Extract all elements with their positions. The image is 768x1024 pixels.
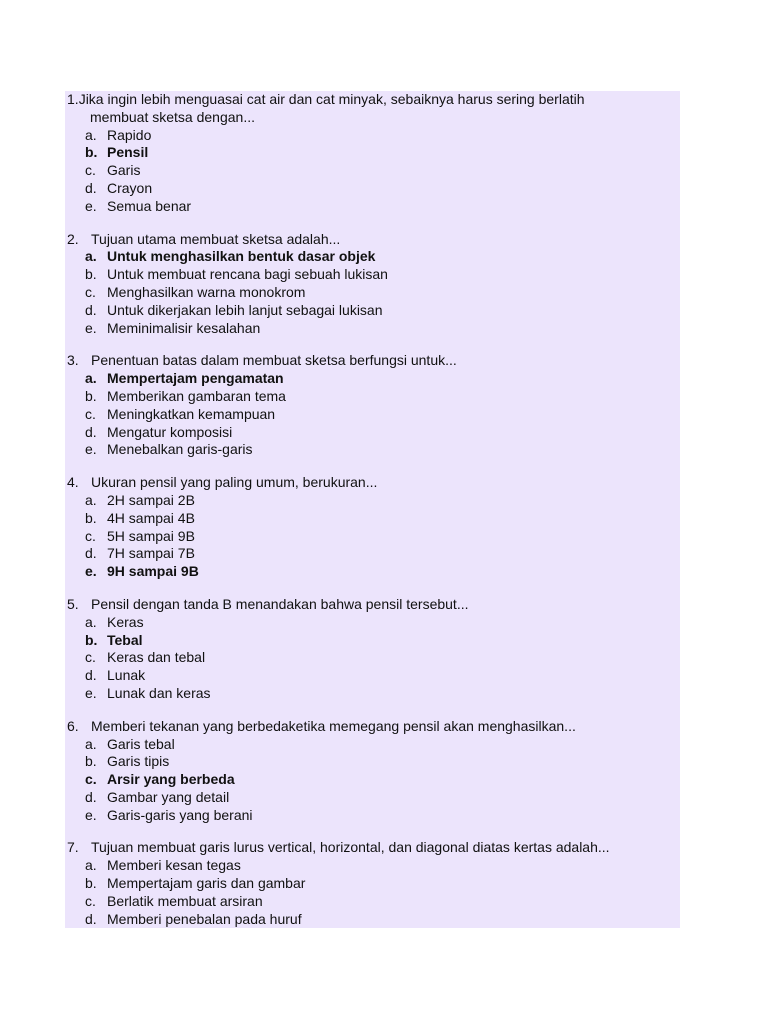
question-block <box>65 596 680 703</box>
option-text: Arsir yang berbeda <box>107 771 235 788</box>
option <box>65 807 680 825</box>
option-letter: b. <box>85 266 97 283</box>
option-text: Garis tipis <box>107 753 170 770</box>
option-text: Lunak <box>107 667 146 684</box>
option-letter: a. <box>85 735 97 752</box>
option-text: Garis <box>107 162 141 179</box>
option <box>65 911 680 929</box>
option-letter: c. <box>85 649 96 666</box>
option-text: Garis-garis yang berani <box>107 806 253 823</box>
option <box>65 198 680 216</box>
option-text: Untuk dikerjakan lebih lanjut sebagai lukisan <box>107 301 383 318</box>
question-header <box>65 231 680 249</box>
option <box>65 667 680 685</box>
option <box>65 266 680 284</box>
option-letter: a. <box>85 857 97 874</box>
option-correct <box>65 370 680 388</box>
option-text: Tebal <box>107 631 143 648</box>
option-letter: e. <box>85 441 97 458</box>
question-text: Tujuan utama membuat sketsa adalah... <box>91 230 341 247</box>
option <box>65 649 680 667</box>
option-letter: c. <box>85 771 97 788</box>
option-letter: d. <box>85 788 97 805</box>
option-text: Rapido <box>107 126 152 143</box>
option-text: 7H sampai 7B <box>107 545 195 562</box>
option <box>65 162 680 180</box>
option <box>65 875 680 893</box>
option-letter: b. <box>85 875 97 892</box>
option-letter: b. <box>85 631 98 648</box>
question-block <box>65 718 680 825</box>
option <box>65 302 680 320</box>
option-letter: b. <box>85 387 97 404</box>
option <box>65 320 680 338</box>
option-text: Gambar yang detail <box>107 788 230 805</box>
question-header <box>65 596 680 614</box>
option-letter: e. <box>85 563 97 580</box>
option-text: Mempertajam garis dan gambar <box>107 875 306 892</box>
option-text: Meminimalisir kesalahan <box>107 319 261 336</box>
option-correct <box>65 632 680 650</box>
option-letter: e. <box>85 197 97 214</box>
option-letter: d. <box>85 545 97 562</box>
option-text: Untuk menghasilkan bentuk dasar objek <box>107 248 376 265</box>
option-text: 9H sampai 9B <box>107 563 199 580</box>
option-letter: e. <box>85 319 97 336</box>
option <box>65 388 680 406</box>
option <box>65 789 680 807</box>
option-text: Memberi penebalan pada huruf <box>107 910 302 927</box>
option-text: Semua benar <box>107 197 192 214</box>
question-block <box>65 474 680 581</box>
option-letter: d. <box>85 179 97 196</box>
question-number: 6. <box>67 717 79 734</box>
document-page <box>65 91 680 928</box>
question-header <box>65 839 680 857</box>
option-text: Memberi kesan tegas <box>107 857 241 874</box>
option-letter: a. <box>85 613 97 630</box>
option <box>65 284 680 302</box>
option <box>65 180 680 198</box>
option-text: Keras <box>107 613 144 630</box>
option-text: Untuk membuat rencana bagi sebuah lukisan <box>107 266 388 283</box>
option-letter: e. <box>85 684 97 701</box>
question-text: Jika ingin lebih menguasai cat air dan cat minyak, sebaiknya harus sering berlatih <box>78 91 585 107</box>
question-text: Pensil dengan tanda B menandakan bahwa pensil tersebut... <box>91 595 469 612</box>
option <box>65 685 680 703</box>
option <box>65 614 680 632</box>
option-text: Mempertajam pengamatan <box>107 370 284 387</box>
option-letter: a. <box>85 248 97 265</box>
option-text: Mengatur komposisi <box>107 423 233 440</box>
question-block <box>65 91 680 216</box>
question-number: 1. <box>67 91 79 107</box>
question-text: Ukuran pensil yang paling umum, berukuran... <box>91 474 378 491</box>
option-text: Meningkatkan kemampuan <box>107 405 276 422</box>
option-letter: d. <box>85 301 97 318</box>
option-text: Lunak dan keras <box>107 684 211 701</box>
question-header <box>65 91 680 109</box>
option-letter: c. <box>85 405 96 422</box>
question-header <box>65 474 680 492</box>
option-text: Garis tebal <box>107 735 175 752</box>
option-text: 2H sampai 2B <box>107 491 195 508</box>
option-correct <box>65 144 680 162</box>
option <box>65 753 680 771</box>
option-text: Keras dan tebal <box>107 649 206 666</box>
option-letter: a. <box>85 370 97 387</box>
option-text: Menebalkan garis-garis <box>107 441 253 458</box>
question-header <box>65 352 680 370</box>
option-letter: b. <box>85 509 97 526</box>
option-text: Crayon <box>107 179 153 196</box>
question-header <box>65 718 680 736</box>
question-block <box>65 839 680 928</box>
option <box>65 492 680 510</box>
option-letter: b. <box>85 144 98 161</box>
option-letter: d. <box>85 667 97 684</box>
question-number: 3. <box>67 352 79 369</box>
question-text: Memberi tekanan yang berbedaketika memegang pensil akan menghasilkan... <box>91 717 576 734</box>
question-block <box>65 231 680 338</box>
question-number: 5. <box>67 595 79 612</box>
option-text: 4H sampai 4B <box>107 509 195 526</box>
option-correct <box>65 563 680 581</box>
option-letter: e. <box>85 806 97 823</box>
question-text: Tujuan membuat garis lurus vertical, horizontal, dan diagonal diatas kertas adalah... <box>91 839 610 856</box>
question-block <box>65 352 680 459</box>
option-letter: c. <box>85 527 96 544</box>
option <box>65 441 680 459</box>
question-text: Penentuan batas dalam membuat sketsa berfungsi untuk... <box>91 352 457 369</box>
option-letter: b. <box>85 753 97 770</box>
option <box>65 127 680 145</box>
option <box>65 893 680 911</box>
option <box>65 406 680 424</box>
option <box>65 510 680 528</box>
question-number: 4. <box>67 474 79 491</box>
option <box>65 424 680 442</box>
option-letter: d. <box>85 423 97 440</box>
option-text: Pensil <box>107 144 149 161</box>
question-number: 7. <box>67 839 79 856</box>
option <box>65 545 680 563</box>
option-letter: a. <box>85 491 97 508</box>
option-correct <box>65 248 680 266</box>
option-text: 5H sampai 9B <box>107 527 195 544</box>
option-text: Berlatik membuat arsiran <box>107 892 263 909</box>
option-letter: c. <box>85 162 96 179</box>
option-correct <box>65 771 680 789</box>
option-text: Memberikan gambaran tema <box>107 387 286 404</box>
option-letter: c. <box>85 892 96 909</box>
option <box>65 857 680 875</box>
option-letter: a. <box>85 126 97 143</box>
option <box>65 736 680 754</box>
question-text-continued: membuat sketsa dengan... <box>90 108 255 125</box>
option-letter: d. <box>85 910 97 927</box>
option <box>65 528 680 546</box>
question-number: 2. <box>67 230 79 247</box>
option-text: Menghasilkan warna monokrom <box>107 283 306 300</box>
option-letter: c. <box>85 283 96 300</box>
